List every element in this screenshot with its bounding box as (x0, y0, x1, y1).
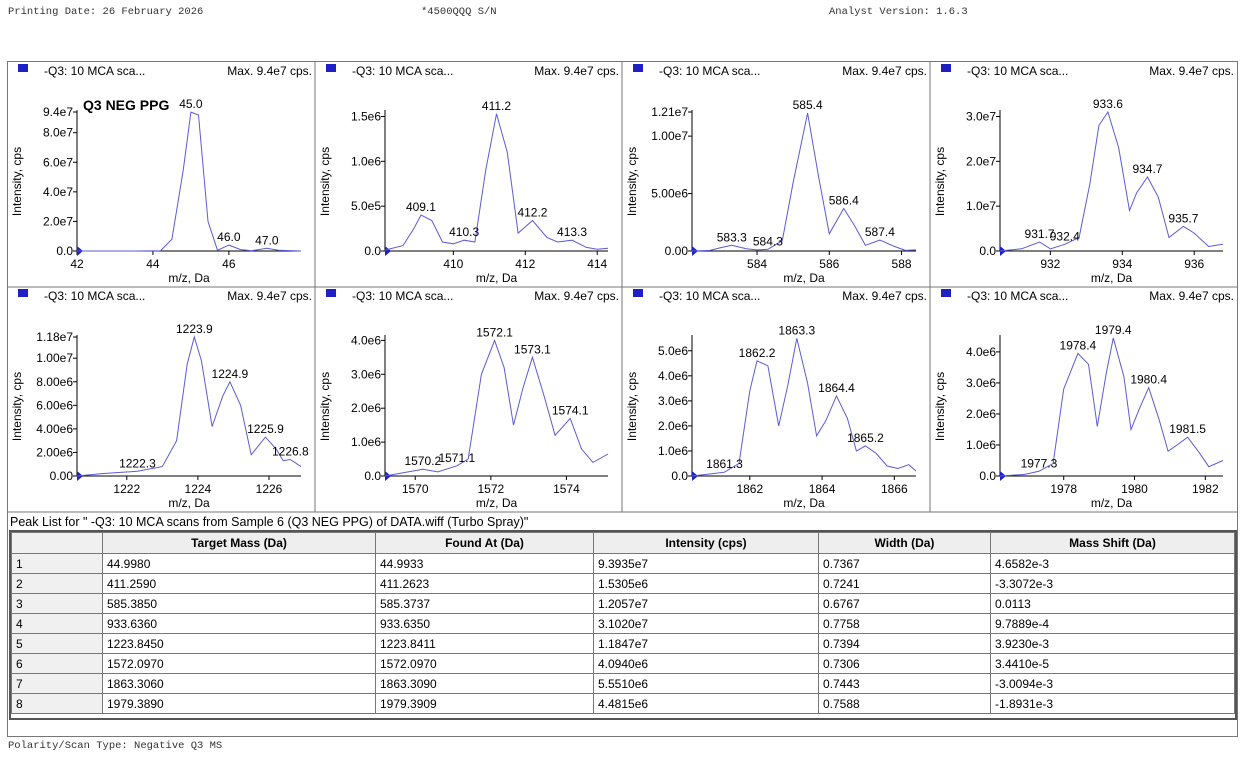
peak-label: 932.4 (1049, 229, 1080, 244)
panel-series-marker (18, 289, 28, 297)
peak-label: 1571.1 (438, 450, 476, 465)
analyst-version: Analyst Version: 1.6.3 (829, 6, 968, 18)
y-tick-label: 3.0e6 (657, 393, 688, 408)
table-row[interactable] (12, 654, 1235, 674)
table-cell: 3.4410e-5 (991, 654, 1235, 674)
table-cell: 933.6350 (376, 614, 594, 634)
spectrum-trace (77, 337, 301, 476)
peak-label: 1573.1 (514, 342, 551, 357)
table-row[interactable] (12, 614, 1235, 634)
peak-list-table-container (9, 530, 1237, 720)
y-axis-label: Intensity, cps (318, 371, 332, 442)
x-tick-label: 1982 (1191, 482, 1219, 496)
table-cell: 3.1020e7 (594, 614, 819, 634)
panel-scan-label: -Q3: 10 MCA sca... (44, 64, 146, 78)
panel-max-label: Max. 9.4e7 cps. (1149, 289, 1234, 303)
x-tick-label: 1866 (880, 482, 908, 496)
spectrum-panel (625, 289, 927, 510)
y-tick-label: 2.0e7 (965, 154, 996, 169)
origin-marker (385, 246, 391, 256)
panel-series-marker (18, 64, 28, 72)
table-cell: 933.6360 (103, 614, 376, 634)
peak-label: 1570.2 (404, 454, 442, 469)
peak-label: 45.0 (179, 97, 203, 112)
peak-label: 412.2 (517, 205, 548, 220)
spectrum-trace (1000, 338, 1223, 476)
panel-max-label: Max. 9.4e7 cps. (842, 64, 927, 78)
print-date: Printing Date: 26 February 2026 (8, 6, 204, 18)
panel-max-label: Max. 9.4e7 cps. (227, 289, 312, 303)
peak-label: 1979.4 (1094, 322, 1132, 337)
table-cell: -3.3072e-3 (991, 574, 1235, 594)
x-tick-label: 1978 (1050, 482, 1078, 496)
y-axis-label: Intensity, cps (625, 146, 639, 217)
panel-scan-label: -Q3: 10 MCA sca... (44, 289, 146, 303)
table-cell: 0.7758 (819, 614, 991, 634)
table-cell: 0.6767 (819, 594, 991, 614)
y-tick-label: 5.0e5 (350, 199, 381, 214)
panel-scan-label: -Q3: 10 MCA sca... (659, 64, 761, 78)
panel-scan-label: -Q3: 10 MCA sca... (352, 289, 454, 303)
table-cell: 4.4815e6 (594, 694, 819, 714)
table-row[interactable] (12, 694, 1235, 714)
table-cell: 1979.3890 (103, 694, 376, 714)
x-tick-label: 1980 (1121, 482, 1148, 496)
panel-max-label: Max. 9.4e7 cps. (534, 64, 619, 78)
y-tick-label: 1.5e6 (350, 109, 381, 124)
table-cell: 9.3935e7 (594, 554, 819, 574)
table-cell: 3.9230e-3 (991, 634, 1235, 654)
table-cell: 1.2057e7 (594, 594, 819, 614)
table-cell: 585.3850 (103, 594, 376, 614)
table-row[interactable] (12, 594, 1235, 614)
row-index-cell: 8 (12, 694, 103, 714)
y-tick-label: 4.0e6 (657, 368, 688, 383)
y-tick-label: 1.0e6 (965, 437, 996, 452)
spectrum-panel-title: Q3 NEG PPG (83, 97, 170, 113)
panel-series-marker (326, 289, 336, 297)
spectrum-panel (625, 64, 927, 285)
panel-max-label: Max. 9.4e7 cps. (842, 289, 927, 303)
y-tick-label: 5.0e6 (657, 343, 688, 358)
y-tick-label: 6.00e6 (36, 398, 73, 413)
y-axis-label: Intensity, cps (10, 146, 24, 217)
x-tick-label: 936 (1184, 257, 1205, 271)
peak-label: 585.4 (792, 98, 823, 113)
y-tick-label: 0.00 (49, 469, 73, 483)
x-axis-label: m/z, Da (475, 271, 518, 285)
y-axis-label: Intensity, cps (10, 371, 24, 442)
row-index-cell: 5 (12, 634, 103, 654)
y-tick-label: 1.00e7 (36, 351, 73, 366)
table-cell: 5.5510e6 (594, 674, 819, 694)
table-cell: 4.0940e6 (594, 654, 819, 674)
y-tick-label: 3.0e6 (350, 367, 381, 382)
x-axis-label: m/z, Da (1090, 271, 1133, 285)
y-tick-label: 8.0e7 (42, 125, 73, 140)
y-tick-label: 2.00e6 (36, 445, 73, 460)
row-index-cell: 6 (12, 654, 103, 674)
x-tick-label: 1222 (113, 482, 141, 496)
x-tick-label: 1862 (736, 482, 764, 496)
panel-series-marker (633, 64, 643, 72)
table-row[interactable] (12, 634, 1235, 654)
table-cell: 0.7241 (819, 574, 991, 594)
x-tick-label: 934 (1112, 257, 1133, 271)
x-tick-label: 46 (222, 257, 236, 271)
x-tick-label: 588 (891, 257, 912, 271)
peak-label: 1861.3 (706, 457, 743, 472)
table-cell: 44.9980 (103, 554, 376, 574)
spectrum-panel (10, 289, 312, 510)
peak-label: 1224.9 (211, 366, 249, 381)
y-tick-label: 4.0e7 (42, 184, 73, 199)
polarity-scan-type: Polarity/Scan Type: Negative Q3 MS (8, 740, 223, 752)
x-axis-label: m/z, Da (168, 496, 210, 510)
instrument-serial: *4500QQQ S/N (421, 6, 497, 18)
y-tick-label: 1.0e6 (350, 435, 381, 450)
x-tick-label: 932 (1040, 257, 1061, 271)
spectrum-panel (318, 289, 619, 510)
panel-scan-label: -Q3: 10 MCA sca... (967, 64, 1069, 78)
table-row[interactable] (12, 674, 1235, 694)
panel-scan-label: -Q3: 10 MCA sca... (967, 289, 1069, 303)
table-cell: 4.6582e-3 (991, 554, 1235, 574)
y-tick-label: 4.0e6 (965, 344, 996, 359)
y-tick-label: 2.0e6 (657, 418, 688, 433)
peak-label: 583.3 (716, 230, 747, 245)
x-tick-label: 1570 (401, 482, 429, 496)
x-tick-label: 412 (515, 257, 536, 271)
peak-label: 933.6 (1092, 97, 1123, 111)
peak-label: 1978.4 (1059, 338, 1097, 353)
spectrum-panel (318, 64, 619, 285)
table-cell: 1223.8411 (376, 634, 594, 654)
x-tick-label: 44 (146, 257, 160, 271)
x-tick-label: 410 (443, 257, 464, 271)
x-axis-label: m/z, Da (783, 271, 825, 285)
y-tick-label: 0.0 (364, 469, 381, 483)
y-axis-label: Intensity, cps (318, 146, 332, 217)
table-cell: -1.8931e-3 (991, 694, 1235, 714)
row-index-cell: 2 (12, 574, 103, 594)
y-tick-label: 2.0e7 (42, 214, 73, 229)
row-index-cell: 7 (12, 674, 103, 694)
spectrum-trace (77, 112, 301, 251)
peak-label: 411.2 (481, 98, 512, 113)
table-cell: 1.5305e6 (594, 574, 819, 594)
peak-label: 1572.1 (476, 325, 513, 340)
panel-series-marker (326, 64, 336, 72)
x-tick-label: 586 (819, 257, 840, 271)
panel-series-marker (633, 289, 643, 297)
peak-label: 931.7 (1024, 227, 1055, 242)
peak-label: 584.3 (752, 234, 783, 249)
panel-scan-label: -Q3: 10 MCA sca... (352, 64, 454, 78)
peak-label: 1226.8 (271, 444, 309, 459)
y-tick-label: 1.18e7 (36, 330, 73, 344)
y-tick-label: 0.0 (364, 244, 381, 258)
peak-label: 934.7 (1132, 162, 1163, 177)
peak-list-title: Peak List for " -Q3: 10 MCA scans from Sample 6 (Q3 NEG PPG) of DATA.wiff (Turbo Spray)" (10, 515, 529, 529)
peak-label: 1223.9 (175, 322, 213, 336)
panel-scan-label: -Q3: 10 MCA sca... (659, 289, 761, 303)
table-cell: 1223.8450 (103, 634, 376, 654)
y-tick-label: 3.0e7 (965, 109, 996, 124)
table-cell: 0.7306 (819, 654, 991, 674)
table-cell: 0.7443 (819, 674, 991, 694)
peak-label: 1862.2 (738, 345, 776, 360)
table-cell: -3.0094e-3 (991, 674, 1235, 694)
table-cell: 411.2623 (376, 574, 594, 594)
y-tick-label: 1.0e7 (965, 199, 996, 214)
y-tick-label: 0.0 (979, 244, 996, 258)
peak-label: 1864.4 (818, 380, 855, 395)
y-tick-label: 0.00 (664, 244, 688, 258)
y-tick-label: 2.0e6 (965, 406, 996, 421)
spectrum-panel (933, 289, 1234, 510)
table-cell: 1572.0970 (103, 654, 376, 674)
y-tick-label: 3.0e6 (965, 375, 996, 390)
peak-label: 587.4 (864, 225, 895, 240)
y-tick-label: 6.0e7 (42, 155, 73, 170)
column-header[interactable]: Width (Da) (819, 533, 991, 554)
table-row[interactable] (12, 554, 1235, 574)
peak-label: 1980.4 (1130, 372, 1168, 387)
x-tick-label: 1864 (808, 482, 836, 496)
table-cell: 0.0113 (991, 594, 1235, 614)
table-cell: 411.2590 (103, 574, 376, 594)
y-tick-label: 1.0e6 (657, 443, 688, 458)
y-tick-label: 9.4e7 (42, 105, 73, 119)
panel-series-marker (941, 289, 951, 297)
y-tick-label: 1.00e7 (651, 129, 688, 144)
peak-label: 1977.3 (1020, 456, 1058, 471)
y-tick-label: 8.00e6 (36, 374, 73, 389)
table-cell: 1572.0970 (376, 654, 594, 674)
y-axis-label: Intensity, cps (933, 371, 947, 442)
row-index-cell: 3 (12, 594, 103, 614)
peak-label: 1863.3 (778, 323, 816, 338)
y-tick-label: 4.0e6 (350, 333, 381, 348)
column-header[interactable]: Intensity (cps) (594, 533, 819, 554)
peak-label: 1865.2 (847, 430, 884, 445)
table-cell: 1863.3060 (103, 674, 376, 694)
row-index-cell: 1 (12, 554, 103, 574)
table-cell: 1863.3090 (376, 674, 594, 694)
table-cell: 585.3737 (376, 594, 594, 614)
table-row[interactable] (12, 574, 1235, 594)
table-cell: 0.7367 (819, 554, 991, 574)
table-cell: 44.9933 (376, 554, 594, 574)
y-axis-label: Intensity, cps (625, 371, 639, 442)
peak-label: 935.7 (1168, 211, 1199, 226)
spectrum-trace (692, 338, 916, 476)
y-tick-label: 1.0e6 (350, 154, 381, 169)
y-tick-label: 5.00e6 (651, 186, 688, 201)
y-tick-label: 1.21e7 (651, 105, 688, 119)
table-cell: 0.7394 (819, 634, 991, 654)
peak-label: 1574.1 (551, 403, 589, 418)
x-tick-label: 414 (587, 257, 608, 271)
y-tick-label: 4.00e6 (36, 421, 73, 436)
peak-label: 409.1 (405, 200, 436, 215)
y-tick-label: 0.0 (979, 469, 996, 483)
y-axis-label: Intensity, cps (933, 146, 947, 217)
table-cell: 1979.3909 (376, 694, 594, 714)
table-header-row (12, 533, 1235, 554)
y-tick-label: 0.0 (56, 244, 73, 258)
peak-label: 46.0 (217, 230, 241, 245)
column-header-index[interactable] (12, 533, 103, 554)
y-tick-label: 2.0e6 (350, 401, 381, 416)
column-header[interactable]: Target Mass (Da) (103, 533, 376, 554)
panel-max-label: Max. 9.4e7 cps. (1149, 64, 1234, 78)
column-header[interactable]: Found At (Da) (376, 533, 594, 554)
x-tick-label: 1572 (477, 482, 505, 496)
peak-label: 1225.9 (247, 422, 284, 437)
peak-label: 1981.5 (1169, 422, 1206, 437)
peak-label: 586.4 (828, 193, 859, 208)
x-tick-label: 1226 (255, 482, 283, 496)
x-axis-label: m/z, Da (1090, 496, 1133, 510)
x-axis-label: m/z, Da (168, 271, 210, 285)
row-index-cell: 4 (12, 614, 103, 634)
table-cell: 0.7588 (819, 694, 991, 714)
y-tick-label: 0.0 (671, 469, 688, 483)
peak-label: 410.3 (449, 225, 480, 240)
x-tick-label: 42 (70, 257, 84, 271)
spectrum-panel (933, 64, 1234, 285)
spectrum-panel (10, 64, 312, 285)
panel-max-label: Max. 9.4e7 cps. (534, 289, 619, 303)
x-axis-label: m/z, Da (475, 496, 518, 510)
x-axis-label: m/z, Da (783, 496, 825, 510)
column-header[interactable]: Mass Shift (Da) (991, 533, 1235, 554)
panel-series-marker (941, 64, 951, 72)
peak-list-table (11, 532, 1235, 714)
peak-label: 1222.3 (119, 456, 156, 471)
x-tick-label: 584 (747, 257, 768, 271)
peak-label: 47.0 (255, 233, 279, 248)
x-tick-label: 1224 (184, 482, 212, 496)
table-cell: 1.1847e7 (594, 634, 819, 654)
x-tick-label: 1574 (553, 482, 580, 496)
panel-max-label: Max. 9.4e7 cps. (227, 64, 312, 78)
peak-label: 413.3 (557, 225, 588, 240)
table-cell: 9.7889e-4 (991, 614, 1235, 634)
